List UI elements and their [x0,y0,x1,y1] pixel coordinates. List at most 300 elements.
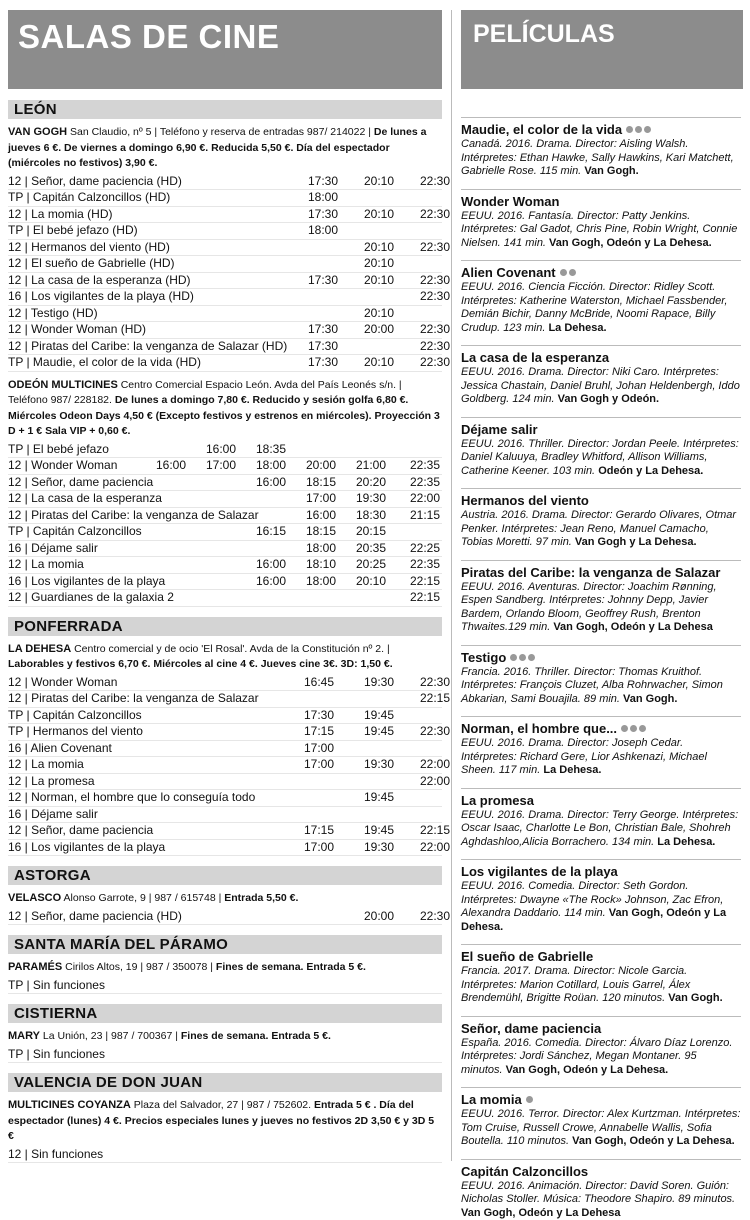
showtime-row [8,1047,442,1064]
showtime: 18:10 [286,557,336,573]
showtime [236,491,286,507]
showtime: 17:00 [284,840,334,856]
showtime-row [8,190,442,207]
film-title [461,1164,741,1180]
venue-details: De lunes a jueves 6 €. De viernes a domingo 6,90 €. Reducida 5,50 €. Día del espectador (miércoles no festivos) 3,90 €. [8,126,426,169]
showtime-row [8,574,442,591]
showtime: 22:00 [394,840,450,856]
showtime-row [8,273,442,290]
film-title-rating: 16 | Déjame salir [8,807,284,823]
showtime [136,590,186,606]
film-title-text: La casa de la esperanza [461,350,609,365]
film-description [461,880,741,934]
showtime: 20:00 [286,458,336,474]
showtime-row [8,590,442,607]
showtime [284,807,334,823]
showtime: 22:30 [394,339,450,355]
showtime [394,790,450,806]
rating-dots [560,265,578,281]
showtime [136,557,186,573]
showtime: 17:30 [288,339,338,355]
showtime: 20:10 [338,174,394,190]
film-entry [461,716,741,778]
film-title-rating: 12 | Piratas del Caribe: la venganza de Salazar [8,691,284,707]
film-title-rating: 12 | Señor, dame paciencia (HD) [8,909,338,925]
film-title-text: Norman, el hombre que... [461,721,617,736]
showtime: 18:00 [288,190,338,206]
showtime: 20:00 [338,322,394,338]
rating-dot-icon [644,126,651,133]
showtime: 18:15 [286,475,336,491]
film-synopsis: EEUU. 2016. Aventuras. Director: Joachim Rønning, Espen Sandberg. Intérpretes: Johnny Depp, Javier Bardem, Orlando Bloom, Geoffrey Rush, Brenton Thwaites.129 min. [461,581,717,634]
films-column [461,10,743,1220]
venue-name: PARAMÉS [8,961,62,973]
film-title-text: Piratas del Caribe: la venganza de Salazar [461,565,720,580]
showtime [394,807,450,823]
showtime [336,590,386,606]
showtime-row [8,541,442,558]
showtime [186,475,236,491]
film-title [461,565,741,581]
venue-details: Entrada 5,50 €. [224,892,298,904]
film-title-rating: TP | Capitán Calzoncillos [8,524,136,540]
venue-name: VELASCO [8,892,61,904]
showtime-row [8,339,442,356]
showtime [338,190,394,206]
showtime: 17:30 [288,322,338,338]
film-cinemas: La Dehesa. [543,764,601,776]
showtime [394,223,450,239]
film-title-rating: 12 | La momia (HD) [8,207,288,223]
city-header: VALENCIA DE DON JUAN [8,1073,442,1092]
film-title-rating: 12 | Señor, dame paciencia [8,823,284,839]
film-synopsis: EEUU. 2016. Ciencia Ficción. Director: Ridley Scott. Intérpretes: Katherine Waterston, Michael Fassbender, Demián Bichir, Danny McBride, Noomi Rapace, Billy Crudup. 123 min. [461,281,727,334]
film-description [461,1180,741,1220]
showtime: 18:00 [288,223,338,239]
film-entry [461,788,741,850]
city-header: LEÓN [8,100,442,119]
showtime: 22:35 [386,458,440,474]
showtime-row [8,256,442,273]
rating-dot-icon [510,654,517,661]
film-title-text: La promesa [461,793,534,808]
film-synopsis: Francia. 2016. Thriller. Director: Thomas Kruithof. Intérpretes: François Cluzet, Alba Rohrwacher, Simon Abkarian, Sami Bouajila. 89 min. [461,666,723,705]
showtime [288,306,338,322]
showtime: 22:35 [386,557,440,573]
film-description [461,366,741,407]
venue-name: VAN GOGH [8,126,67,138]
venue-details: De lunes a domingo 7,80 €. Reducido y sesión golfa 6,80 €. Miércoles Odeon Days 4,50 € (Excepto festivos y estrenos en miércoles). Proyección 3 D + 1 € Sala VIP + 0,60 €. [8,394,440,437]
film-synopsis: EEUU. 2016. Fantasía. Director: Patty Jenkins. Intérpretes: Gal Gadot, Chris Pine, Robin Wright, Connie Nielsen. 141 min. [461,210,737,249]
showtime [288,289,338,305]
showtime: 20:10 [338,273,394,289]
showtime: 19:30 [334,675,394,691]
venue-info [8,642,442,673]
showtime [186,574,236,590]
rating-dot-icon [526,1096,533,1103]
city-header: ASTORGA [8,866,442,885]
showtime [186,557,236,573]
film-title [461,194,741,210]
rating-dots [621,721,648,737]
film-title-rating: 12 | Guardianes de la galaxia 2 [8,590,136,606]
venue-details: Entrada 5 € . Día del espectador (lunes) 4 €. Precios especiales lunes y jueves no festivos 2D 3,50 € y 3D 5 € [8,1099,434,1142]
film-title-text: Maudie, el color de la vida [461,122,622,137]
film-title-rating: 12 | Hermanos del viento (HD) [8,240,288,256]
film-cinemas: Odeón y La Dehesa. [598,465,703,477]
showtime: 16:00 [236,557,286,573]
film-entry [461,1016,741,1078]
film-title-text: Hermanos del viento [461,493,589,508]
venue-name: MULTICINES COYANZA [8,1099,131,1111]
showtime [386,442,440,458]
film-cinemas: Van Gogh, Odeón y La Dehesa [553,621,713,633]
showtime-row [8,306,442,323]
showtime: 17:30 [288,207,338,223]
showtime-row [8,207,442,224]
showtime [394,306,450,322]
film-title [461,265,741,281]
film-synopsis: EEUU. 2016. Animación. Director: David Soren. Guión: Nicholas Stoller. Música: Theodore Shapiro. 89 minutos. [461,1180,735,1206]
film-description [461,666,741,707]
venue-info [8,891,442,907]
showtime: 17:30 [284,708,334,724]
showtime [186,541,236,557]
film-cinemas: Van Gogh. [623,693,677,705]
showtime: 20:10 [338,207,394,223]
showtime-row [8,823,442,840]
film-title [461,122,741,138]
rating-dots [510,650,537,666]
film-description [461,965,741,1006]
film-title [461,422,741,438]
venue-info [8,960,442,976]
film-entry [461,117,741,179]
film-title-rating: 12 | Señor, dame paciencia [8,475,136,491]
showtime [338,339,394,355]
film-synopsis: EEUU. 2016. Drama. Director: Niki Caro. Intérpretes: Jessica Chastain, Daniel Bruhl, Johan Heldenbergh, Iddo Goldberg. 124 min. [461,366,740,405]
showtime: 22:15 [386,574,440,590]
showtime-row [8,557,442,574]
film-cinemas: Van Gogh, Odeón y La Dehesa. [461,907,726,933]
showtime: 16:00 [136,458,186,474]
film-title [461,864,741,880]
film-title-rating: TP | El bebé jefazo [8,442,136,458]
showtime-row [8,174,442,191]
film-entry [461,488,741,550]
showtime-row [8,1147,442,1164]
film-cinemas: Van Gogh, Odeón y La Dehesa [461,1207,621,1219]
showtime: 22:15 [394,823,450,839]
showtime: 22:30 [394,289,450,305]
film-title [461,949,741,965]
showtime-row [8,741,442,758]
showtime: 22:15 [394,691,450,707]
venue-details: San Claudio, nº 5 | Teléfono y reserva de entradas 987/ 214022 | [67,126,374,138]
showtime [136,524,186,540]
film-entry [461,260,741,335]
showtime [136,442,186,458]
showtime: 16:45 [284,675,334,691]
showtime [136,491,186,507]
showtime: 22:30 [394,322,450,338]
venue-info [8,1029,442,1045]
showtime: 22:00 [394,757,450,773]
film-title-text: Capitán Calzoncillos [461,1164,588,1179]
showtime: 20:20 [336,475,386,491]
rating-dot-icon [621,725,628,732]
showtime-row [8,442,442,459]
showtime-row [8,355,442,372]
venue-details: Laborables y festivos 6,70 €. Miércoles al cine 4 €. Jueves cine 3€. 3D: 1,50 €. [8,658,393,670]
showtime: 20:00 [338,909,394,925]
venue-details: La Unión, 23 | 987 / 700367 | [40,1030,181,1042]
showtime: 19:45 [334,708,394,724]
showtime: 16:00 [236,574,286,590]
showtime: 20:10 [338,240,394,256]
venue-details: Cirilos Altos, 19 | 987 / 350078 | [62,961,216,973]
showtime: 20:10 [338,355,394,371]
showtime: 16:00 [236,475,286,491]
showtime [394,256,450,272]
film-synopsis: Francia. 2017. Drama. Director: Nicole Garcia. Intérpretes: Marion Cotillard, Louis Garrel, Álex Brendemühl, Brigitte Roüan. 120 minutos. [461,965,690,1004]
showtime: 18:30 [336,508,386,524]
showtime: 19:45 [334,790,394,806]
showtime-row [8,909,442,926]
showtime: 20:35 [336,541,386,557]
showtime-row [8,675,442,692]
film-description [461,210,741,251]
showtime: 17:15 [284,724,334,740]
film-title-text: Déjame salir [461,422,538,437]
film-description [461,1108,741,1149]
venue-name: ODEÓN MULTICINES [8,379,118,391]
showtime [334,741,394,757]
showtime-row [8,691,442,708]
rating-dot-icon [639,725,646,732]
film-title [461,350,741,366]
showtime-row [8,774,442,791]
showtime: 20:10 [338,306,394,322]
showtime [334,691,394,707]
showtime: 20:10 [336,574,386,590]
showtime-row [8,289,442,306]
venue-info [8,1098,442,1145]
showtime: 22:00 [394,774,450,790]
showtime [136,541,186,557]
film-title-rating: 16 | Alien Covenant [8,741,284,757]
film-title [461,493,741,509]
showtime: 22:30 [394,174,450,190]
film-cinemas: La Dehesa. [548,322,606,334]
film-title-rating: TP | Sin funciones [8,1047,408,1063]
film-cinemas: Van Gogh, Odeón y La Dehesa. [572,1135,735,1147]
showtime: 16:15 [236,524,286,540]
film-entry [461,1159,741,1220]
showtime: 18:00 [286,574,336,590]
showtime: 19:45 [334,724,394,740]
showtime-row [8,458,442,475]
film-list [461,117,743,1220]
film-synopsis: Austria. 2016. Drama. Director: Gerardo Olivares, Otmar Penker. Intérpretes: Jean Reno, Manuel Camacho, Tobias Moretti. 97 min. [461,509,736,548]
film-description [461,737,741,778]
film-entry [461,417,741,479]
showtime: 17:00 [284,757,334,773]
film-title-rating: 16 | Los vigilantes de la playa (HD) [8,289,288,305]
showtime: 22:30 [394,675,450,691]
showtime: 17:15 [284,823,334,839]
film-title-rating: TP | Hermanos del viento [8,724,284,740]
film-description [461,138,741,179]
film-title-rating: 12 | Piratas del Caribe: la venganza de Salazar (HD) [8,339,288,355]
showtime-row [8,757,442,774]
column-divider [451,10,452,1161]
showtime [136,508,186,524]
film-synopsis: España. 2016. Comedia. Director: Álvaro Díaz Lorenzo. Intérpretes: Jordi Sánchez, Megan Montaner. 95 minutos. [461,1037,732,1076]
film-title [461,793,741,809]
film-cinemas: Van Gogh y La Dehesa. [575,536,697,548]
film-title-rating: 12 | Testigo (HD) [8,306,288,322]
showtime-row [8,978,442,995]
showtime: 20:25 [336,557,386,573]
showtime [334,774,394,790]
film-title-rating: 12 | La momia [8,757,284,773]
rating-dot-icon [560,269,567,276]
film-title-rating: 12 | La casa de la esperanza (HD) [8,273,288,289]
showtime: 22:30 [394,207,450,223]
venue-name: LA DEHESA [8,643,71,655]
film-title-rating: 12 | Piratas del Caribe: la venganza de Salazar [8,508,136,524]
film-entry [461,1087,741,1149]
rating-dot-icon [528,654,535,661]
showtime: 17:30 [288,273,338,289]
showtime [386,524,440,540]
film-synopsis: Canadá. 2016. Drama. Director: Aisling Walsh. Intérpretes: Ethan Hawke, Sally Hawkins, Kari Matchett, Gabrielle Rose. 115 min. [461,138,734,177]
showtime: 22:00 [386,491,440,507]
venue-name: MARY [8,1030,40,1042]
venue-details: Plaza del Salvador, 27 | 987 / 752602. [131,1099,314,1111]
film-title-rating: TP | Maudie, el color de la vida (HD) [8,355,288,371]
film-entry [461,345,741,407]
showtime [236,541,286,557]
showtime [288,256,338,272]
showtime: 16:00 [186,442,236,458]
showtime [236,508,286,524]
showtime: 20:15 [336,524,386,540]
film-cinemas: Van Gogh. [584,165,638,177]
venue-details: Alonso Garrote, 9 | 987 / 615748 | [61,892,224,904]
showtime: 22:25 [386,541,440,557]
film-title-rating: TP | Capitán Calzoncillos (HD) [8,190,288,206]
showtime: 18:00 [236,458,286,474]
showtime-row [8,475,442,492]
showtime [286,590,336,606]
film-title-rating: 12 | Norman, el hombre que lo conseguía todo [8,790,284,806]
showtime: 21:00 [336,458,386,474]
venue-details: Fines de semana. Entrada 5 €. [181,1030,331,1042]
showtime-row [8,322,442,339]
showtime-row [8,840,442,857]
film-cinemas: Van Gogh, Odeón y La Dehesa. [506,1064,669,1076]
showtime [136,574,186,590]
venue-info [8,125,442,172]
venue-details: Centro comercial y de ocio 'El Rosal'. Avda de la Constitución nº 2. | [71,643,390,655]
showtime [284,790,334,806]
showtime: 22:35 [386,475,440,491]
showtime-row [8,807,442,824]
film-synopsis: EEUU. 2016. Drama. Director: Joseph Cedar. Intérpretes: Richard Gere, Lior Ashkenazi, Michael Sheen. 117 min. [461,737,707,776]
film-title-text: El sueño de Gabrielle [461,949,593,964]
film-title [461,1092,741,1108]
film-description [461,438,741,479]
film-title-rating: 12 | La promesa [8,774,284,790]
showtime: 22:30 [394,273,450,289]
film-title-rating: 12 | Wonder Woman (HD) [8,322,288,338]
showtime [236,590,286,606]
film-synopsis: EEUU. 2016. Drama. Director: Terry George. Intérpretes: Oscar Isaac, Charlotte Le Bon, Christian Bale, Shohreh Aghdashloo,Alicia Borrachero. 134 min. [461,809,738,848]
film-cinemas: Van Gogh. [668,992,722,1004]
showtime [284,774,334,790]
showtime: 17:00 [186,458,236,474]
showtime [186,508,236,524]
showtime [336,442,386,458]
rating-dots [526,1092,535,1108]
rating-dot-icon [635,126,642,133]
film-title-text: Testigo [461,650,506,665]
showtime [338,289,394,305]
showtime: 19:45 [334,823,394,839]
film-title [461,650,741,666]
showtime: 17:00 [286,491,336,507]
city-header: CISTIERNA [8,1004,442,1023]
film-title-rating: 12 | Wonder Woman [8,458,136,474]
showtime: 22:30 [394,355,450,371]
film-description [461,509,741,550]
showtime-row [8,491,442,508]
showtime: 17:30 [288,174,338,190]
film-cinemas: Van Gogh, Odeón y La Dehesa. [549,237,712,249]
film-title-text: Alien Covenant [461,265,556,280]
showtime: 18:35 [236,442,286,458]
film-title-text: Wonder Woman [461,194,559,209]
venue-details: Centro Comercial Espacio León. Avda del País Leonés s/n. | Teléfono 987/ 228182. [8,379,402,407]
rating-dot-icon [626,126,633,133]
showtime: 18:00 [286,541,336,557]
rating-dot-icon [569,269,576,276]
film-title-rating: 12 | Señor, dame paciencia (HD) [8,174,288,190]
showtime [186,524,236,540]
film-cinemas: La Dehesa. [657,836,715,848]
film-title-text: Señor, dame paciencia [461,1021,601,1036]
showtime: 22:15 [386,590,440,606]
showtime-row [8,240,442,257]
showtime-row [8,508,442,525]
showtime: 16:00 [286,508,336,524]
showtime-row [8,724,442,741]
showtime [334,807,394,823]
film-entry [461,189,741,251]
film-description [461,809,741,850]
film-synopsis: EEUU. 2016. Thriller. Director: Jordan Peele. Intérpretes: Daniel Kaluuya, Bradley Whitford, Allison Williams, Catherine Keener. 103 min. [461,438,739,477]
film-description [461,281,741,335]
showtime-row [8,790,442,807]
showtime [186,491,236,507]
film-entry [461,560,741,635]
showtime: 21:15 [386,508,440,524]
film-title-rating: TP | Capitán Calzoncillos [8,708,284,724]
film-title [461,1021,741,1037]
showtime [394,741,450,757]
